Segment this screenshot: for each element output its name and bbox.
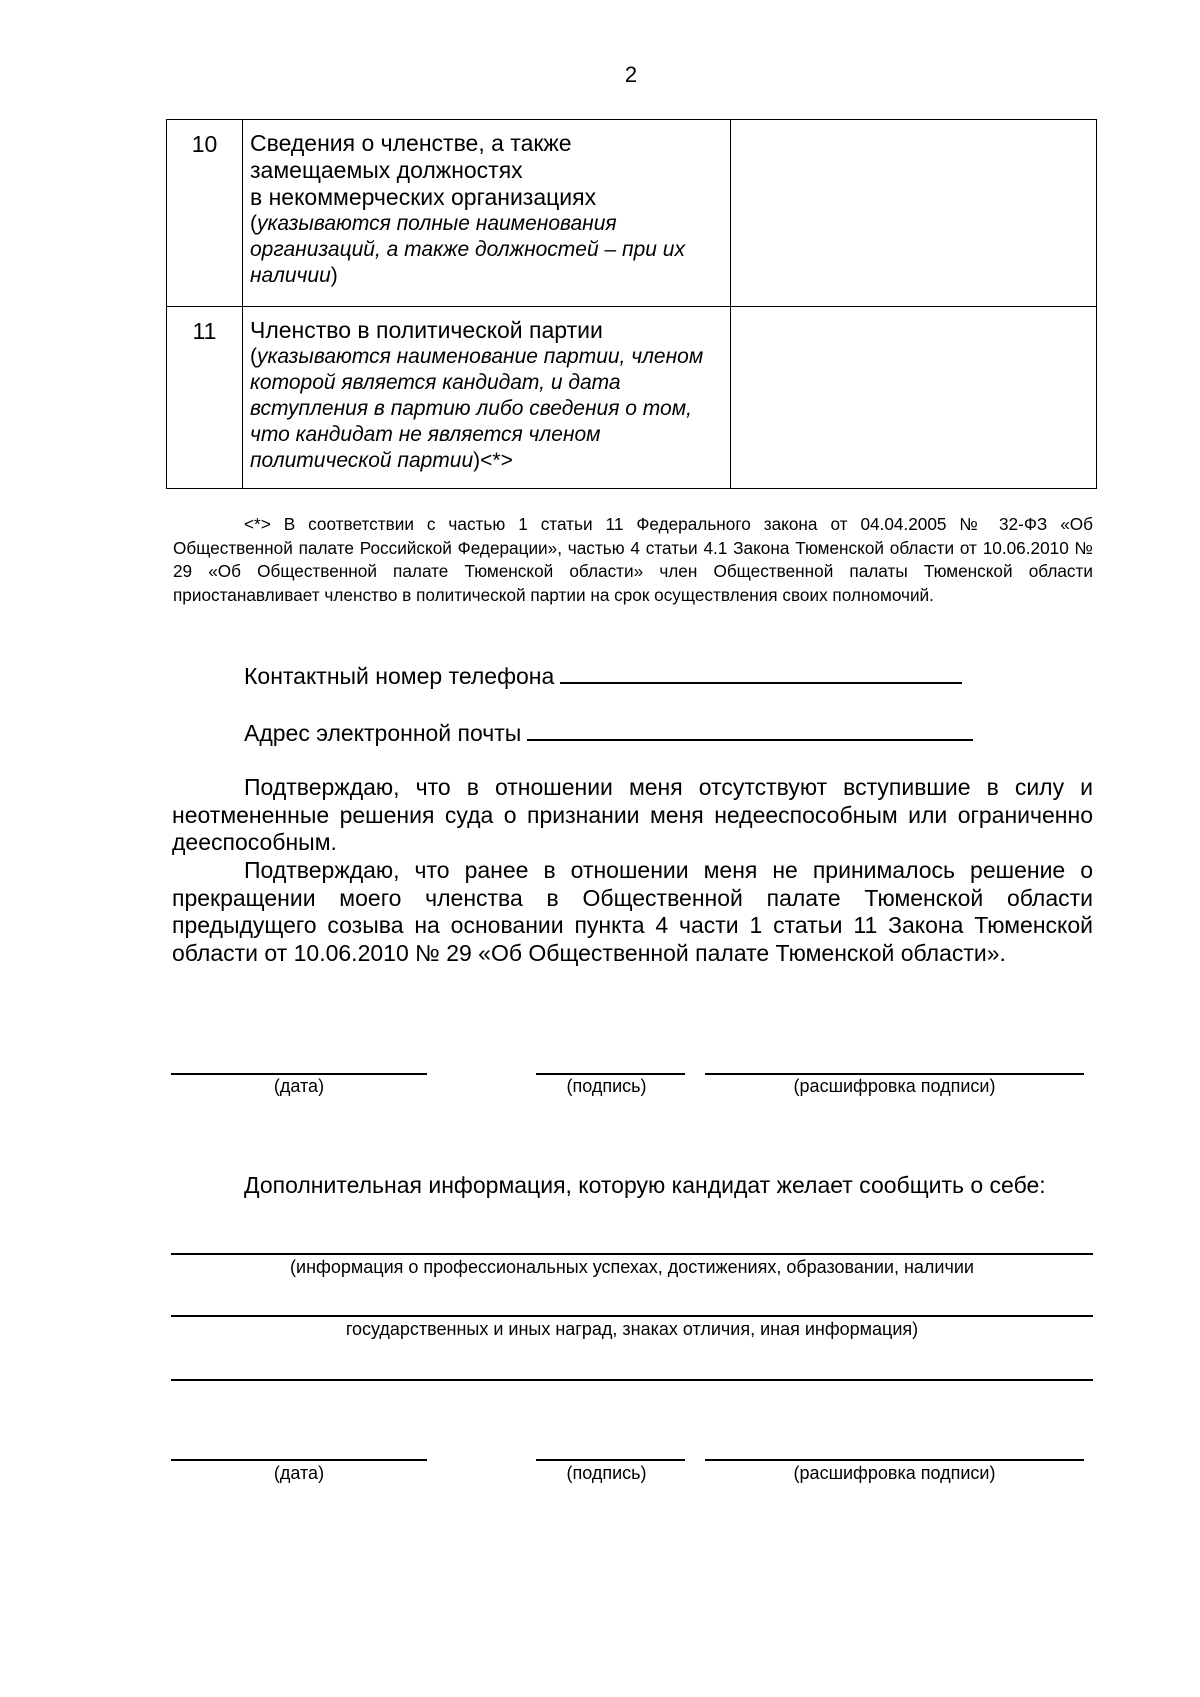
signature-line[interactable]	[536, 1459, 685, 1461]
date-caption: (дата)	[273, 1463, 325, 1483]
confirmation-paragraph: Подтверждаю, что ранее в отношении меня не принималось решение о прекращении моего членства в Общественной палате Тюменской области предыдущего созыва на основании пункта 4 части 1 статьи 11 Закона Тюменской области от 10.06.2010 № 29 «Об Общественной палате Тюменской области».	[172, 857, 1093, 966]
additional-info-line[interactable]	[171, 1315, 1093, 1317]
footnote: <*> В соответствии с частью 1 статьи 11 Федерального закона от 04.04.2005 № 32-ФЗ «Об Общественной палате Российской Федерации», частью 4 статьи 4.1 Закона Тюменской области от 10.06.2010 № 29 «Об Общественной палате Тюменской области» член Общественной палаты Тюменской области приостанавливает членство в политической партии на срок осуществления своих полномочий.	[173, 514, 1093, 605]
row-value-cell[interactable]	[731, 307, 1097, 489]
row-title-line: Членство в политической партии	[250, 317, 603, 343]
signature-line[interactable]	[536, 1073, 685, 1075]
additional-info-caption: государственных и иных наград, знаках отличия, иная информация)	[345, 1319, 919, 1339]
additional-info-heading: Дополнительная информация, которую кандидат желает сообщить о себе:	[244, 1172, 1046, 1198]
phone-input-line[interactable]	[560, 662, 962, 684]
row-note: (указываются наименование партии, членом которой является кандидат, и дата вступления в партию либо сведения о том, что кандидат не является членом политической партии)<*>	[250, 345, 704, 472]
email-input-line[interactable]	[527, 719, 973, 741]
row-description	[243, 307, 731, 489]
email-label: Адрес электронной почты	[244, 720, 522, 746]
email-field	[244, 719, 973, 747]
confirmation-paragraph: Подтверждаю, что в отношении меня отсутствуют вступившие в силу и неотмененные решения суда о признании меня недееспособным или ограниченно дееспособным.	[172, 774, 1093, 855]
signature-decoding-line[interactable]	[705, 1073, 1084, 1075]
row-title-line: Сведения о членстве, а также	[250, 130, 572, 156]
phone-label: Контактный номер телефона	[244, 663, 555, 689]
additional-info-line[interactable]	[171, 1253, 1093, 1255]
row-title-line: в некоммерческих организациях	[250, 184, 597, 210]
page-number: 2	[624, 62, 638, 87]
signature-caption: (подпись)	[566, 1076, 647, 1096]
row-description	[243, 120, 731, 307]
date-caption: (дата)	[273, 1076, 325, 1096]
row-title-line: замещаемых должностях	[250, 157, 523, 183]
row-note: (указываются полные наименования организаций, а также должностей – при их наличии)	[250, 212, 685, 287]
candidate-info-table	[166, 119, 1097, 489]
table-row	[167, 307, 1097, 489]
table-row	[167, 120, 1097, 307]
signature-caption: (подпись)	[566, 1463, 647, 1483]
additional-info-line[interactable]	[171, 1379, 1093, 1381]
row-number: 11	[167, 307, 243, 489]
row-value-cell[interactable]	[731, 120, 1097, 307]
signature-decoding-caption: (расшифровка подписи)	[793, 1463, 996, 1483]
phone-field	[244, 662, 962, 690]
signature-decoding-caption: (расшифровка подписи)	[793, 1076, 996, 1096]
row-number: 10	[167, 120, 243, 307]
date-line[interactable]	[171, 1073, 427, 1075]
date-line[interactable]	[171, 1459, 427, 1461]
signature-decoding-line[interactable]	[705, 1459, 1084, 1461]
additional-info-caption: (информация о профессиональных успехах, достижениях, образовании, наличии	[290, 1257, 974, 1277]
